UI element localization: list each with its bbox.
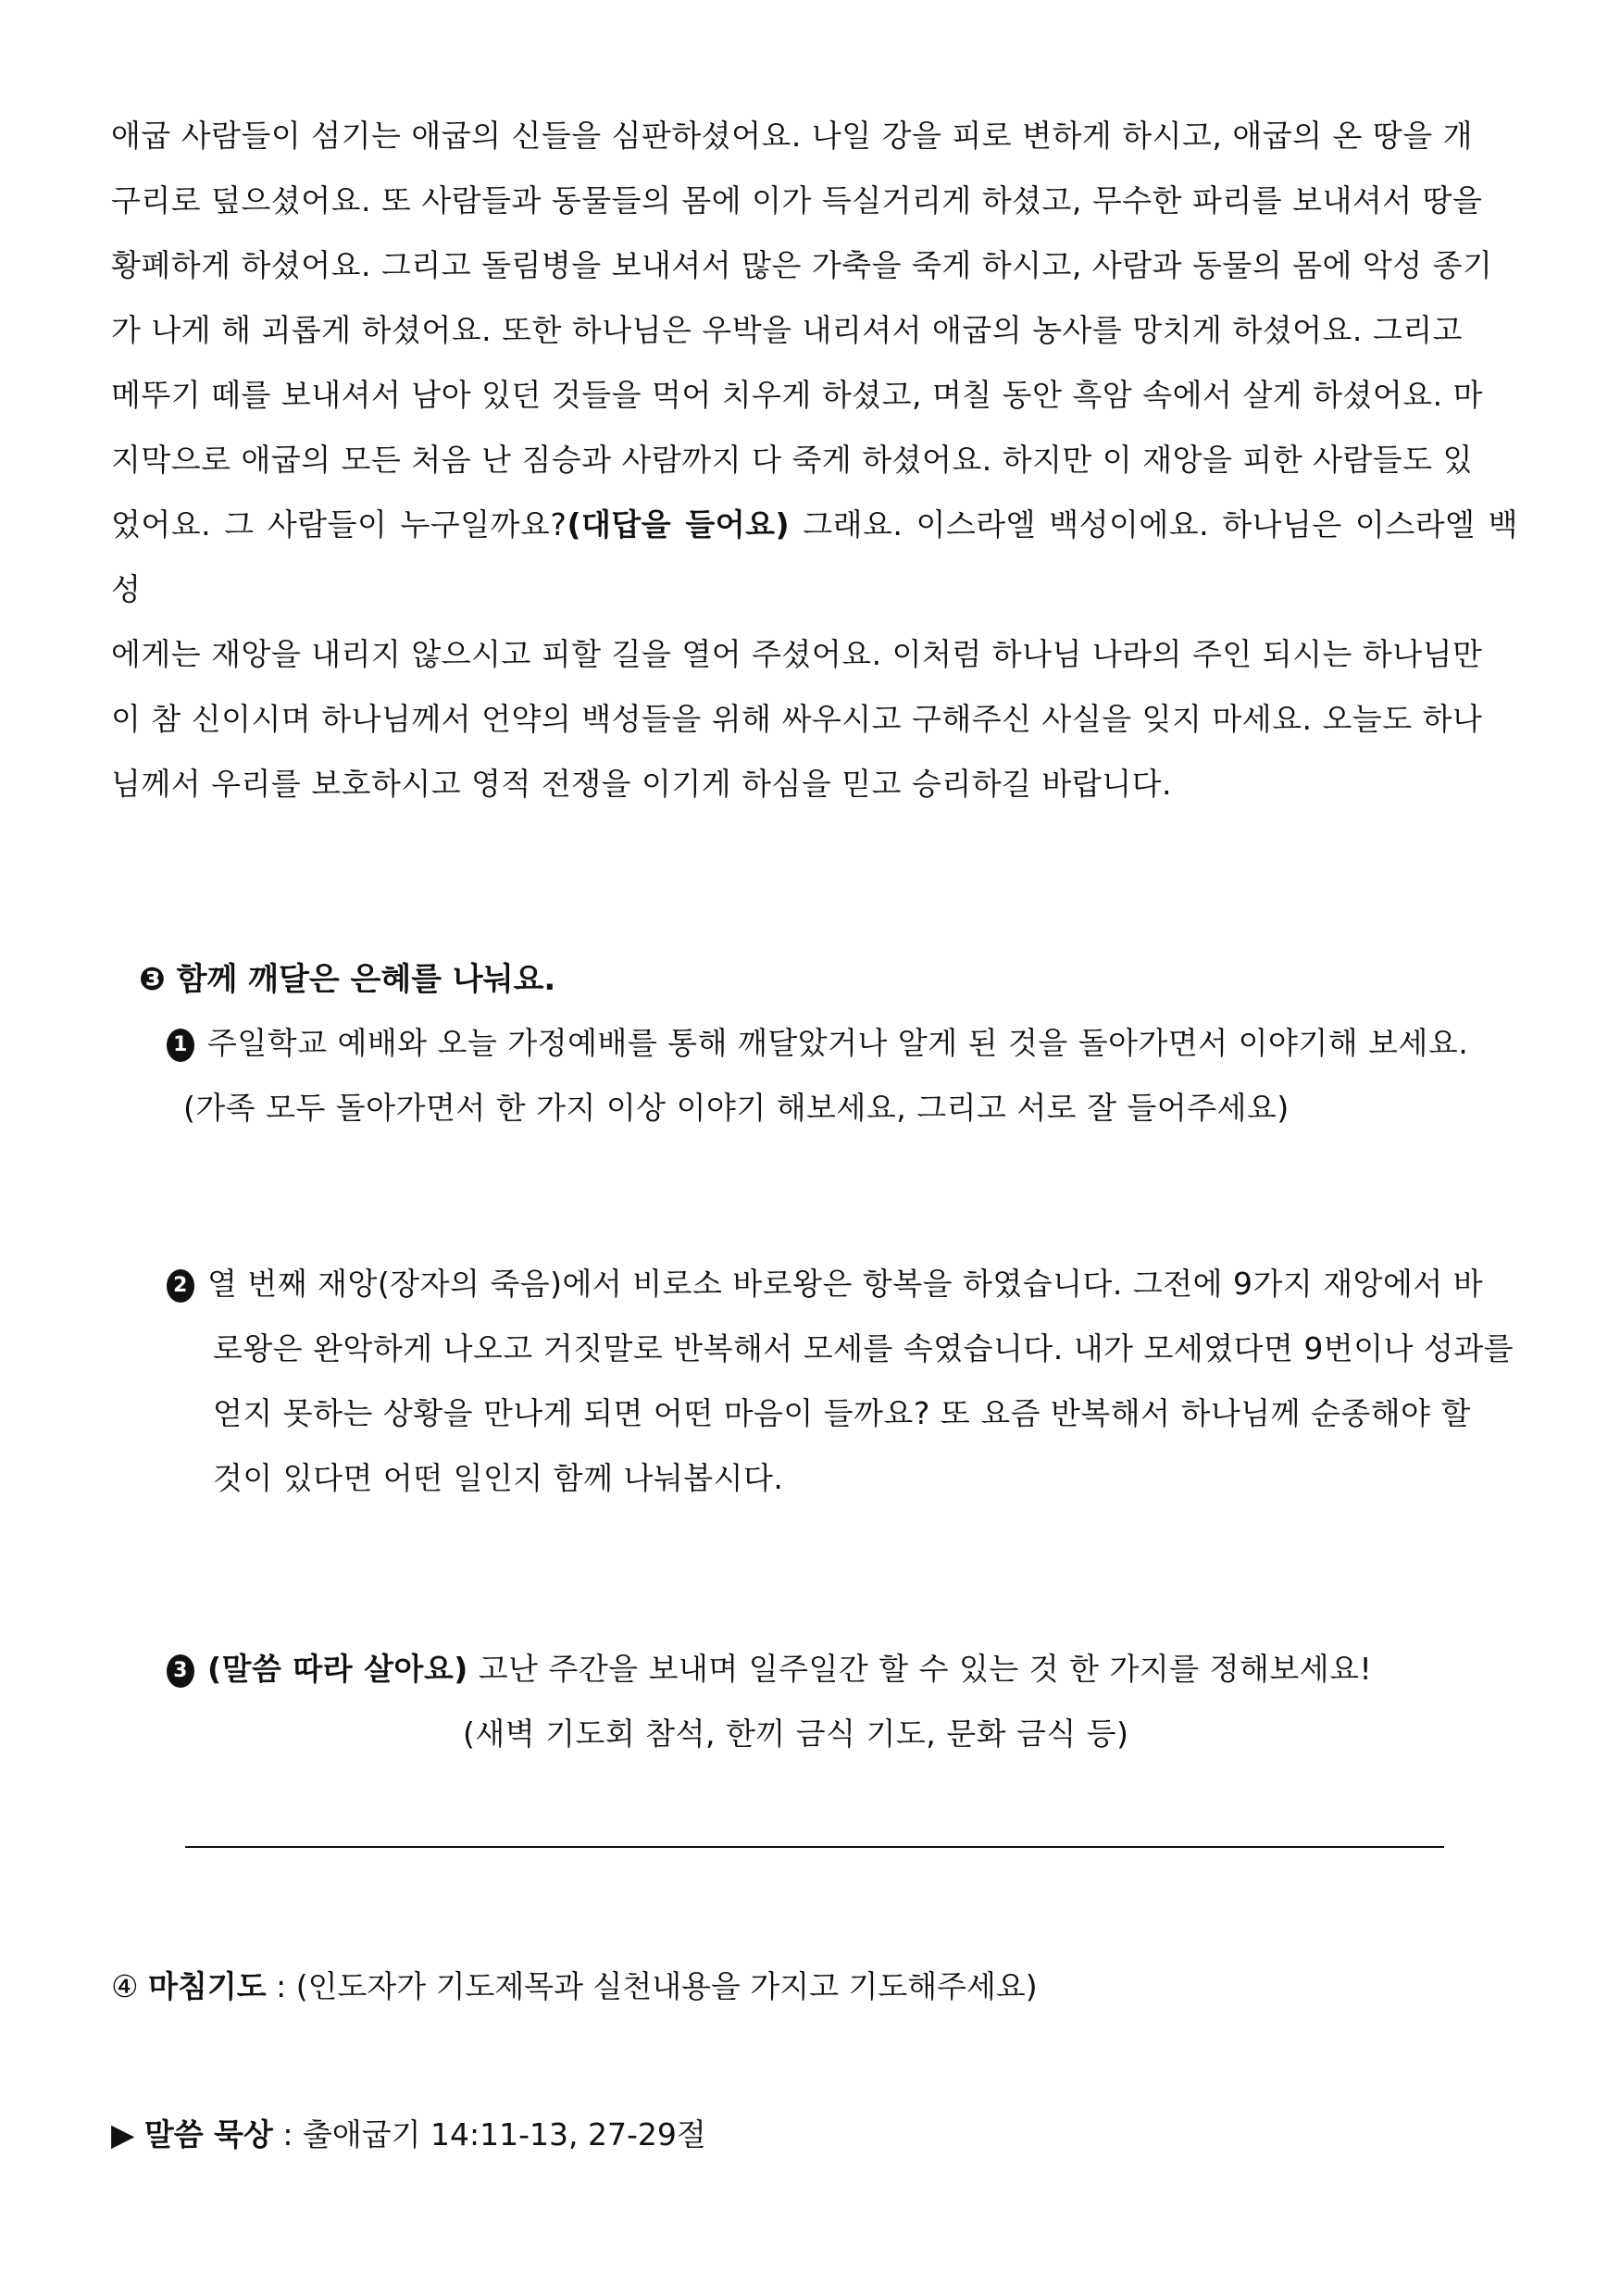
question-item-2 bbox=[167, 1252, 1483, 1316]
divider bbox=[185, 1846, 1444, 1848]
scripture-meditation bbox=[111, 2111, 706, 2154]
question-line: 로왕은 완악하게 나오고 거짓말로 반복해서 모세를 속였습니다. 내가 모세였다면 9번이나 성과를 bbox=[213, 1330, 1514, 1366]
question-line: 얻지 못하는 상황을 만나게 되면 어떤 마음이 들까요? 또 요즘 반복해서 하나님께 순종해야 할 bbox=[213, 1395, 1471, 1431]
item-number-icon: 3 bbox=[167, 1654, 194, 1688]
question-continuation bbox=[213, 1316, 1518, 1511]
closing-marker-icon: ④ bbox=[111, 1968, 139, 2004]
para-line: 가 나게 해 괴롭게 하셨어요. 또한 하나님은 우박을 내리셔서 애굽의 농사를 망치게 하셨어요. 그리고 bbox=[111, 312, 1463, 348]
section-heading bbox=[139, 954, 555, 999]
para-line: 구리로 덮으셨어요. 또 사람들과 동물들의 몸에 이가 득실거리게 하셨고, 무수한 파리를 보내셔서 땅을 bbox=[111, 182, 1483, 218]
item-number-icon: 2 bbox=[167, 1269, 194, 1303]
answer-prompt: (대답을 들어요) bbox=[567, 506, 791, 543]
item-number-icon: 1 bbox=[167, 1029, 194, 1062]
section-title: 함께 깨달은 은혜를 나눠요. bbox=[176, 961, 556, 998]
para-line: 이 참 신이시며 하나님께서 언약의 백성들을 위해 싸우시고 구해주신 사실을 잊지 마세요. 오늘도 하나 bbox=[111, 701, 1483, 737]
meditation-label: 말씀 묵상 bbox=[143, 2116, 273, 2152]
question-text: 열 번째 재앙(장자의 죽음)에서 비로소 바로왕은 항복을 하였습니다. 그전에 9가지 재앙에서 바 bbox=[207, 1266, 1484, 1302]
body-paragraph bbox=[111, 104, 1518, 817]
closing-label: 마침기도 bbox=[148, 1968, 267, 2004]
question-text: 주일학교 예배와 오늘 가정예배를 통해 깨달았거나 알게 된 것을 돌아가면서 이야기해 보세요. bbox=[207, 1025, 1469, 1061]
para-line: 지막으로 애굽의 모든 처음 난 짐승과 사람까지 다 죽게 하셨어요. 하지만 이 재앙을 피한 사람들도 있 bbox=[111, 442, 1473, 478]
question-note: (새벽 기도회 참석, 한끼 금식 기도, 문화 금식 등) bbox=[463, 1716, 1129, 1752]
question-note: (가족 모두 돌아가면서 한 가지 이상 이야기 해보세요, 그리고 서로 잘 들어주세요) bbox=[183, 1090, 1290, 1126]
section-number-icon: ❸ bbox=[139, 961, 166, 998]
question-line: 것이 있다면 어떤 일인지 함께 나눠봅시다. bbox=[213, 1460, 784, 1496]
para-line: 님께서 우리를 보호하시고 영적 전쟁을 이기게 하심을 믿고 승리하길 바랍니다. bbox=[111, 766, 1172, 802]
para-line: 황폐하게 하셨어요. 그리고 돌림병을 보내셔서 많은 가축을 죽게 하시고, 사람과 동물의 몸에 악성 종기 bbox=[111, 247, 1493, 283]
para-line: 에게는 재앙을 내리지 않으시고 피할 길을 열어 주셨어요. 이처럼 하나님 나라의 주인 되시는 하나님만 bbox=[111, 636, 1483, 672]
question-text: 고난 주간을 보내며 일주일간 할 수 있는 것 한 가지를 정해보세요! bbox=[467, 1651, 1373, 1687]
para-line: 애굽 사람들이 섬기는 애굽의 신들을 심판하셨어요. 나일 강을 피로 변하게 하시고, 애굽의 온 땅을 개 bbox=[111, 118, 1473, 154]
closing-text: : (인도자가 기도제목과 실천내용을 가지고 기도해주세요) bbox=[266, 1968, 1038, 2004]
question-item-3 bbox=[167, 1637, 1372, 1702]
para-line: 메뚜기 떼를 보내셔서 남아 있던 것들을 먹어 치우게 하셨고, 며칠 동안 흑암 속에서 살게 하셨어요. 마 bbox=[111, 377, 1483, 413]
closing-prayer bbox=[111, 1963, 1038, 2006]
para-line-mixed bbox=[111, 493, 1518, 622]
meditation-text: : 출애굽기 14:11-13, 27-29절 bbox=[272, 2116, 706, 2152]
para-text: 그래요. 이스라엘 백성이에요. 하나님은 이스라엘 백성 bbox=[111, 506, 1518, 607]
question-item-1 bbox=[167, 1011, 1468, 1076]
triangle-icon: ▶ bbox=[111, 2116, 135, 2152]
question-bold-label: (말씀 따라 살아요) bbox=[207, 1651, 468, 1687]
para-text: 었어요. 그 사람들이 누구일까요? bbox=[111, 506, 567, 543]
